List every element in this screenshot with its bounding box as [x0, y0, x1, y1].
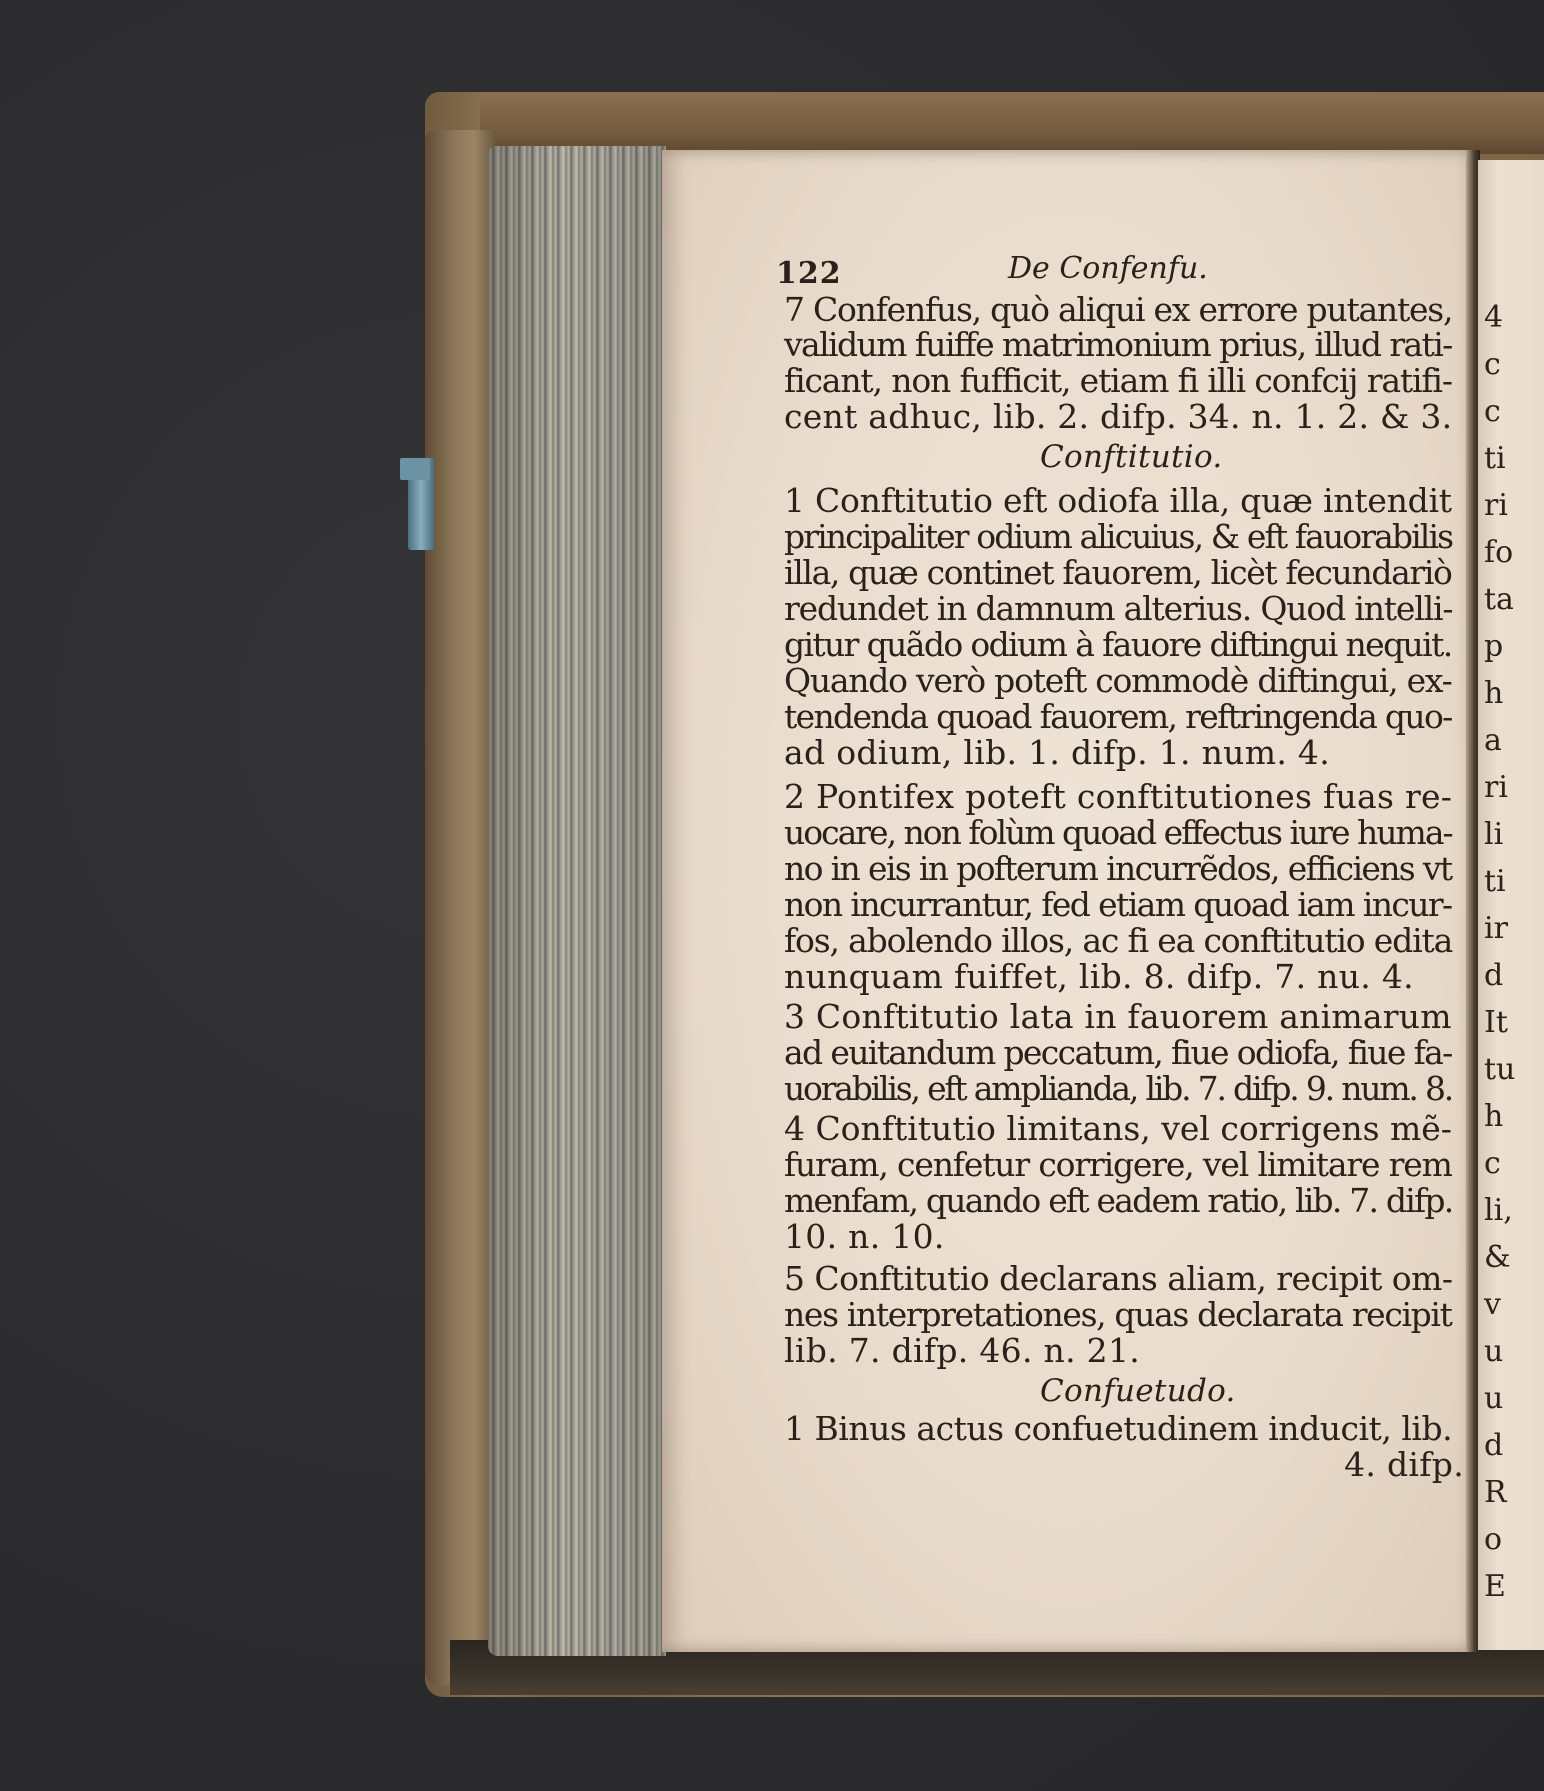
facing-page-text-fragment: ri [1484, 770, 1508, 805]
section-heading: Confuetudo. [1040, 1373, 1236, 1409]
facing-page-text-fragment: ri [1484, 488, 1508, 523]
text-line: 1 Binus actus confuetudinem inducit, lib. [784, 1409, 1453, 1448]
facing-page-text-fragment: u [1484, 1381, 1504, 1416]
text-line: fos, abolendo illos, ac fi ea conftitutio edita [784, 921, 1453, 960]
text-line: nunquam fuiffet, lib. 8. difp. 7. nu. 4. [784, 957, 1414, 996]
text-line: illa, quæ continet fauorem, licèt fecundariò [784, 553, 1452, 592]
text-line: validum fuiffe matrimonium prius, illud rati- [784, 325, 1452, 364]
facing-page-text-fragment: ta [1484, 582, 1514, 617]
text-line: menfam, quando eft eadem ratio, lib. 7. difp. [784, 1181, 1453, 1220]
running-head: De Confenfu. [1008, 251, 1208, 286]
text-line: 1 Conftitutio eft odiofa illa, quæ intendit [784, 481, 1452, 520]
text-line: 4. difp. [1344, 1445, 1464, 1484]
text-line: uocare, non folùm quoad effectus iure huma- [784, 813, 1452, 852]
facing-page-text-fragment: p [1484, 629, 1504, 664]
facing-page-text-fragment: & [1484, 1240, 1511, 1275]
facing-page-text-fragment: a [1484, 723, 1502, 758]
facing-page-text-fragment: fo [1484, 535, 1514, 570]
facing-page-text-fragment: tu [1484, 1052, 1516, 1087]
section-heading: Conftitutio. [1040, 439, 1223, 475]
facing-page-text-fragment: d [1484, 1428, 1504, 1463]
text-line: ad euitandum peccatum, fiue odiofa, fiue fa- [784, 1033, 1452, 1072]
facing-page-text-fragment: h [1484, 676, 1504, 711]
text-line: tendenda quoad fauorem, reftringenda quo- [784, 697, 1452, 736]
text-line: 4 Conftitutio limitans, vel corrigens mẽ- [784, 1109, 1452, 1148]
text-line: principaliter odium alicuius, & eft fauorabilis [784, 517, 1453, 556]
text-line: 5 Conftitutio declarans aliam, recipit om- [784, 1259, 1453, 1298]
text-line: furam, cenfetur corrigere, vel limitare rem [784, 1145, 1452, 1184]
text-line: non incurrantur, fed etiam quoad iam incur- [784, 885, 1452, 924]
text-line: Quando verò poteft commodè diftingui, ex- [784, 661, 1452, 700]
facing-page-text-fragment: li [1484, 817, 1504, 852]
text-line: 7 Confenfus, quò aliqui ex errore putantes, [784, 290, 1453, 329]
facing-page-text-fragment: d [1484, 958, 1504, 993]
facing-page-text-fragment: v [1484, 1287, 1501, 1322]
facing-page-text-fragment: ti [1484, 864, 1506, 899]
page-number: 122 [776, 256, 842, 291]
text-line: ficant, non fufficit, etiam fi illi confcij ratifi- [784, 361, 1452, 400]
text-line: 3 Conftitutio lata in fauorem animarum [784, 997, 1452, 1036]
facing-page-text-fragment: c [1484, 394, 1501, 429]
facing-page-text-fragment: c [1484, 347, 1501, 382]
text-line: no in eis in pofterum incurrẽdos, efficiens vt [784, 849, 1452, 888]
facing-page-text-fragment: 4 [1484, 300, 1504, 335]
text-line: 2 Pontifex poteft conftitutiones fuas re- [784, 777, 1453, 816]
text-line: 10. n. 10. [784, 1217, 945, 1256]
facing-page-text-fragment: R [1484, 1475, 1507, 1510]
facing-page-text-fragment: li, [1484, 1193, 1513, 1228]
facing-page-text-fragment: c [1484, 1146, 1501, 1181]
facing-page-text-fragment: It [1484, 1005, 1508, 1040]
facing-page-text-fragment: ti [1484, 441, 1506, 476]
text-line: ad odium, lib. 1. difp. 1. num. 4. [784, 733, 1330, 772]
text-line: redundet in damnum alterius. Quod intelli- [784, 589, 1453, 628]
facing-page-text-fragment: o [1484, 1522, 1503, 1557]
text-line: uorabilis, eft amplianda, lib. 7. difp. 9. num. 8. [784, 1069, 1453, 1108]
facing-page-text-fragment: u [1484, 1334, 1504, 1369]
facing-page-text-fragment: E [1484, 1569, 1506, 1604]
text-line: gitur quãdo odium à fauore diftingui nequit. [784, 625, 1452, 664]
text-line: lib. 7. difp. 46. n. 21. [784, 1331, 1141, 1370]
facing-page-text-fragment: h [1484, 1099, 1504, 1134]
facing-page-text-fragment: ir [1484, 911, 1508, 946]
text-line: nes interpretationes, quas declarata recipit [784, 1295, 1452, 1334]
text-line: cent adhuc, lib. 2. difp. 34. n. 1. 2. & 3. [784, 397, 1453, 436]
